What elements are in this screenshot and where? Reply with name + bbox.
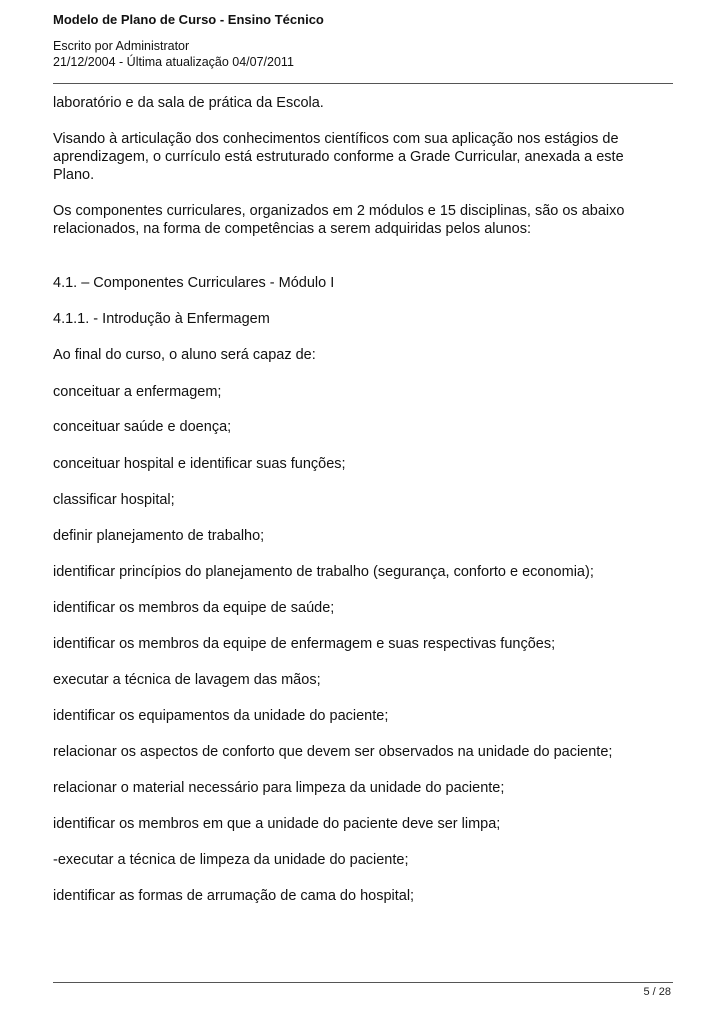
list-item: conceituar a enfermagem; [53,384,222,400]
list-item: identificar os equipamentos da unidade do paciente; [53,708,389,724]
list-item: relacionar os aspectos de conforto que devem ser observados na unidade do paciente; [53,744,613,760]
author-line: Escrito por Administrator [53,39,190,53]
list-item: -executar a técnica de limpeza da unidade do paciente; [53,852,409,868]
paragraph: Os componentes curriculares, organizados em 2 módulos e 15 disciplinas, são os abaixo relacionados, na forma de competências a serem adquiridas pelos alunos: [53,203,625,237]
list-item: identificar os membros da equipe de enfermagem e suas respectivas funções; [53,636,556,652]
document-header [53,12,673,70]
paragraph: laboratório e da sala de prática da Escola. [53,95,324,111]
subsection-heading: 4.1.1. - Introdução à Enfermagem [53,311,270,327]
list-item: identificar os membros da equipe de saúde; [53,600,335,616]
list-item: identificar as formas de arrumação de cama do hospital; [53,888,415,904]
list-item: executar a técnica de lavagem das mãos; [53,672,321,688]
list-item: classificar hospital; [53,492,175,508]
intro-text: Ao final do curso, o aluno será capaz de: [53,347,316,363]
list-item: identificar os membros em que a unidade do paciente deve ser limpa; [53,816,501,832]
list-item: relacionar o material necessário para limpeza da unidade do paciente; [53,780,505,796]
list-item: definir planejamento de trabalho; [53,528,265,544]
header-divider [53,83,673,84]
page-number: 5 / 28 [643,986,671,998]
dates-line: 21/12/2004 - Última atualização 04/07/2011 [53,55,294,69]
paragraph: Visando à articulação dos conhecimentos científicos com sua aplicação nos estágios de aprendizagem, o currículo está estruturado conforme a Grade Curricular, anexada a este Plano. [53,131,624,183]
list-item: identificar princípios do planejamento de trabalho (segurança, conforto e economia); [53,564,594,580]
footer-divider [53,982,673,983]
section-heading: 4.1. – Componentes Curriculares - Módulo I [53,275,335,291]
list-item: conceituar hospital e identificar suas funções; [53,456,346,472]
document-meta [53,38,673,70]
document-title: Modelo de Plano de Curso - Ensino Técnico [53,12,324,27]
list-item: conceituar saúde e doença; [53,419,232,435]
